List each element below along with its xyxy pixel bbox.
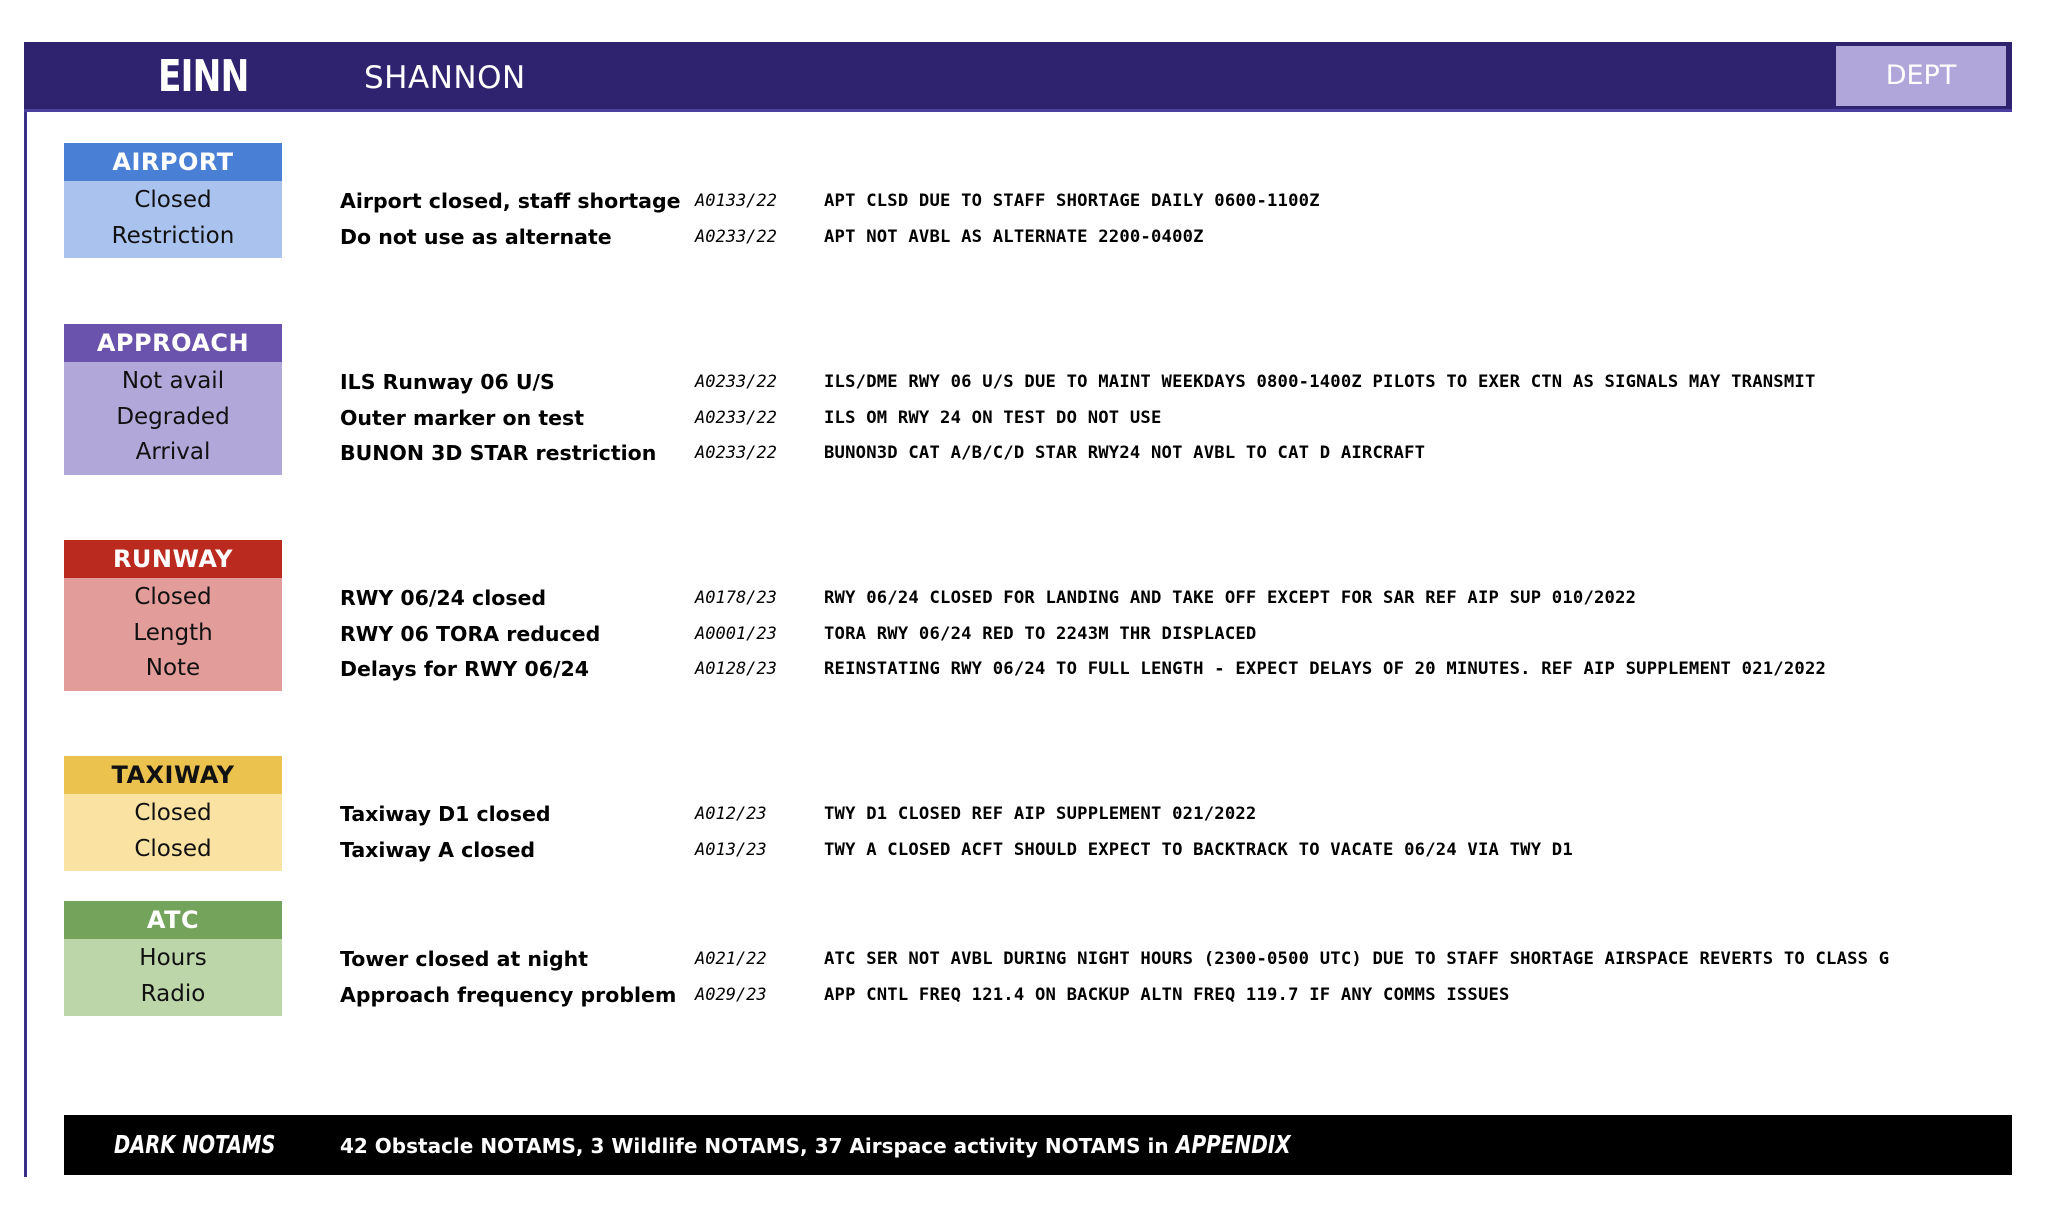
notam-reference: A029/23: [695, 984, 767, 1005]
category-sublabel: Closed: [134, 584, 212, 610]
category-sublabel: Closed: [134, 835, 212, 862]
notam-summary: RWY 06 TORA reduced: [340, 621, 601, 646]
notam-summary: Taxiway D1 closed: [340, 802, 551, 826]
category-sublabel: Closed: [134, 187, 212, 213]
notam-summary: Airport closed, staff shortage: [340, 189, 681, 213]
category-title: AIRPORT: [64, 143, 282, 181]
category-title: ATC: [64, 901, 282, 939]
notam-summary: ILS Runway 06 U/S: [340, 370, 555, 394]
category-sublabel: Restriction: [111, 222, 235, 249]
category-sublabel: Degraded: [116, 403, 230, 430]
notam-reference: A0133/22: [695, 191, 777, 211]
notam-reference: A012/23: [695, 804, 767, 824]
category-labels: [64, 181, 282, 258]
appendix-link[interactable]: APPENDIX: [1175, 1130, 1291, 1159]
category-labels: [64, 578, 282, 691]
category-labels: [64, 794, 282, 871]
category-runway: [64, 540, 282, 691]
category-atc: [64, 901, 282, 1016]
notam-reference: A0233/22: [695, 443, 777, 463]
dark-notams-message: [340, 1115, 1319, 1175]
category-sublabel: Hours: [139, 945, 207, 971]
notam-reference: A021/22: [695, 949, 767, 969]
notam-text: APP CNTL FREQ 121.4 ON BACKUP ALTN FREQ 119.7 IF ANY COMMS ISSUES: [824, 984, 1510, 1005]
notam-summary: BUNON 3D STAR restriction: [340, 441, 657, 465]
icao-code: EINN: [158, 51, 249, 102]
category-sublabel: Length: [133, 619, 213, 646]
category-title: RUNWAY: [64, 540, 282, 578]
notam-text: TORA RWY 06/24 RED TO 2243M THR DISPLACED: [824, 623, 1257, 644]
notam-summary: RWY 06/24 closed: [340, 586, 547, 610]
notam-text: APT NOT AVBL AS ALTERNATE 2200-0400Z: [824, 226, 1204, 247]
notam-text: ILS OM RWY 24 ON TEST DO NOT USE: [824, 407, 1162, 428]
category-sublabel: Note: [145, 655, 201, 681]
notam-reference: A0233/22: [695, 372, 777, 392]
notam-text: BUNON3D CAT A/B/C/D STAR RWY24 NOT AVBL TO CAT D AIRCRAFT: [824, 443, 1426, 463]
category-sublabel: Radio: [140, 980, 206, 1007]
dark-notams-text: 42 Obstacle NOTAMS, 3 Wildlife NOTAMS, 37 Airspace activity NOTAMS in: [340, 1134, 1176, 1158]
notam-text: ATC SER NOT AVBL DURING NIGHT HOURS (2300-0500 UTC) DUE TO STAFF SHORTAGE AIRSPACE REVERTS TO CLASS G: [824, 949, 1890, 969]
notam-summary: Tower closed at night: [340, 947, 589, 971]
airport-name: SHANNON: [364, 60, 526, 96]
notam-summary: Do not use as alternate: [340, 224, 612, 249]
category-sublabel: Closed: [134, 800, 212, 826]
category-title: APPROACH: [64, 324, 282, 362]
notam-summary: Approach frequency problem: [340, 982, 677, 1007]
dark-notams-label: DARK NOTAMS: [114, 1130, 276, 1159]
notam-summary: Delays for RWY 06/24: [340, 657, 590, 681]
notam-text: TWY D1 CLOSED REF AIP SUPPLEMENT 021/2022: [824, 804, 1257, 824]
dept-button[interactable]: DEPT: [1836, 46, 2006, 106]
category-taxiway: [64, 756, 282, 871]
notam-reference: A013/23: [695, 839, 767, 860]
header-bar: [24, 42, 2012, 112]
notam-text: ILS/DME RWY 06 U/S DUE TO MAINT WEEKDAYS 0800-1400Z PILOTS TO EXER CTN AS SIGNALS MAY TRANSMIT: [824, 372, 1816, 392]
notam-reference: A0178/23: [695, 588, 777, 608]
category-title: TAXIWAY: [64, 756, 282, 794]
notam-reference: A0128/23: [695, 659, 777, 679]
category-labels: [64, 362, 282, 475]
category-sublabel: Arrival: [135, 439, 211, 465]
notam-text: RWY 06/24 CLOSED FOR LANDING AND TAKE OFF EXCEPT FOR SAR REF AIP SUP 010/2022: [824, 588, 1637, 608]
notam-reference: A0233/22: [695, 407, 777, 428]
notam-reference: A0001/23: [695, 623, 777, 644]
notam-text: REINSTATING RWY 06/24 TO FULL LENGTH - EXPECT DELAYS OF 20 MINUTES. REF AIP SUPPLEMENT 021/2022: [824, 659, 1827, 679]
notam-summary: Outer marker on test: [340, 405, 585, 430]
category-approach: [64, 324, 282, 475]
dark-notams-bar: [64, 1115, 2012, 1175]
notam-text: APT CLSD DUE TO STAFF SHORTAGE DAILY 0600-1100Z: [824, 191, 1320, 211]
notam-reference: A0233/22: [695, 226, 777, 247]
category-sublabel: Not avail: [121, 368, 225, 394]
notam-text: TWY A CLOSED ACFT SHOULD EXPECT TO BACKTRACK TO VACATE 06/24 VIA TWY D1: [824, 839, 1573, 860]
notam-summary: Taxiway A closed: [340, 837, 536, 862]
category-airport: [64, 143, 282, 258]
category-labels: [64, 939, 282, 1016]
